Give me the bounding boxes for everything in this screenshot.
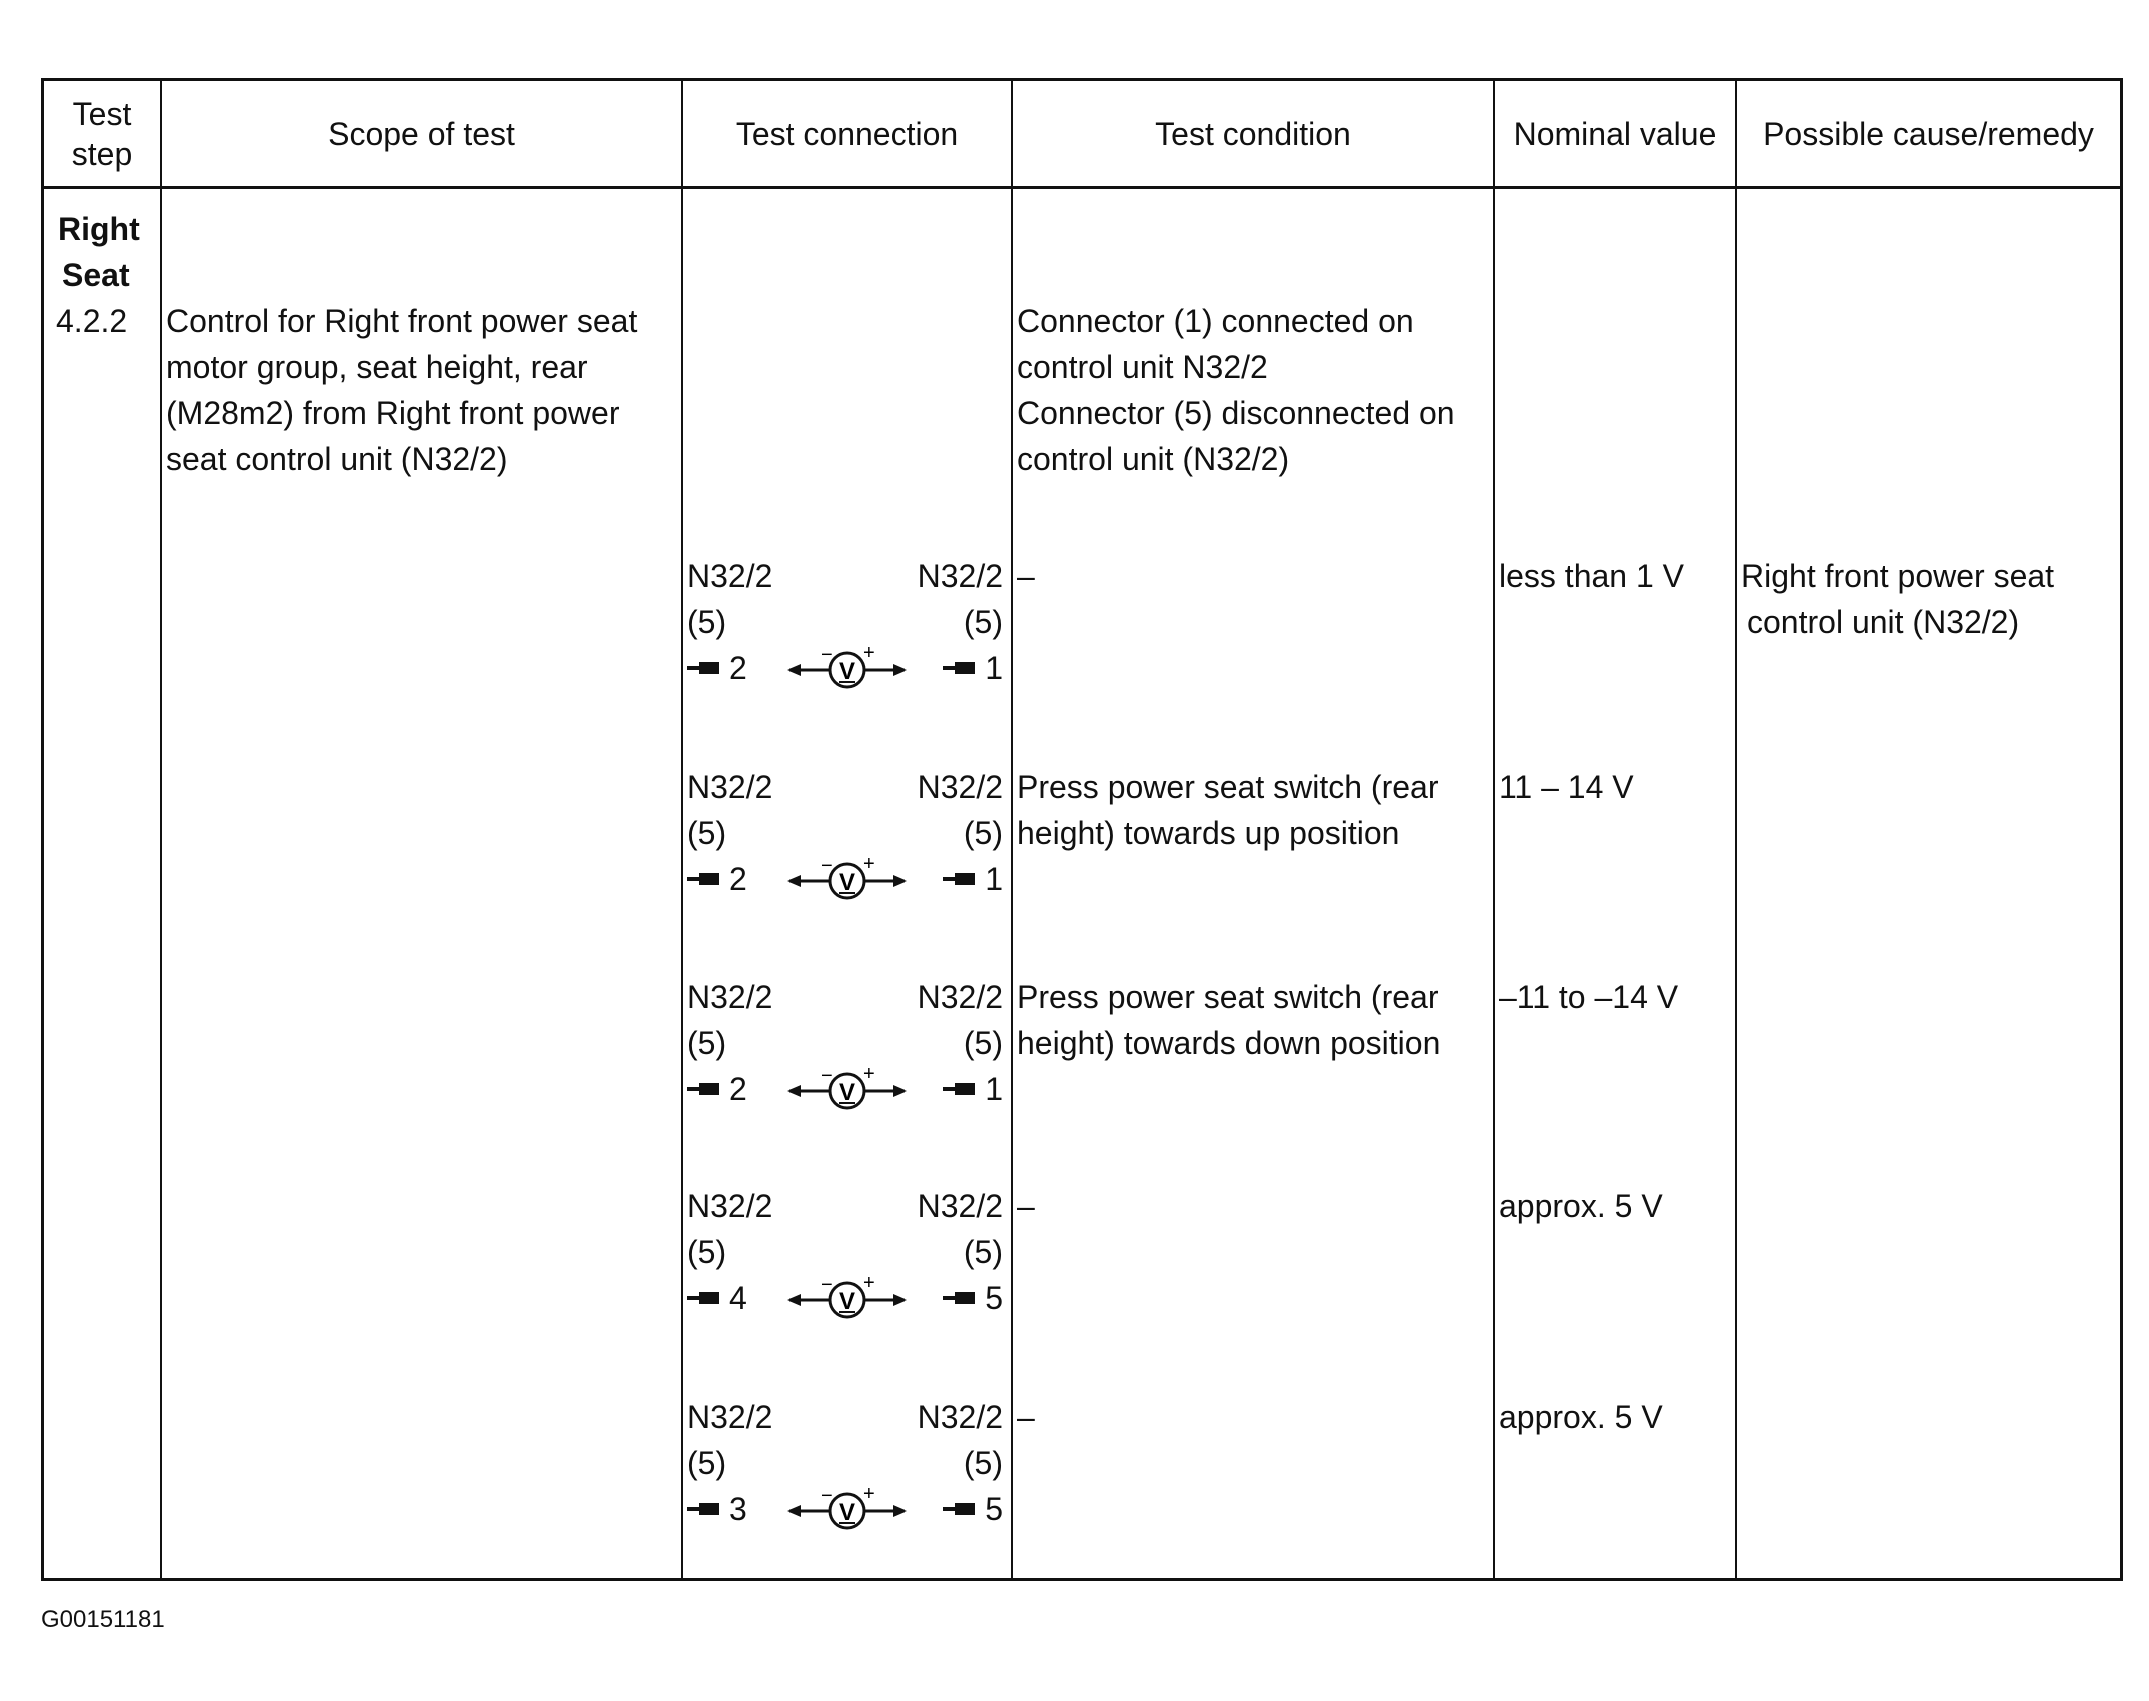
voltmeter-icon [785,1066,909,1112]
plug-icon [943,1507,975,1511]
right-pin [943,1275,1003,1321]
right-unit-label: N32/2 [917,1399,1003,1435]
column-divider [681,81,683,1578]
right-pin [943,645,1003,691]
right-pin [943,856,1003,902]
test-connection-diagram [687,974,1003,1114]
nominal-value: –11 to –14 V [1499,979,1679,1015]
section-title-line1: Right [58,211,140,247]
right-connector-label: (5) [963,604,1003,640]
meter-minus: − [821,1486,833,1507]
left-pin [687,856,747,902]
test-connection-diagram [687,1183,1003,1323]
meter-minus: − [821,1275,833,1296]
plug-icon [687,1296,719,1300]
nominal-value: approx. 5 V [1499,1399,1663,1435]
voltmeter-icon [785,1486,909,1532]
left-connector-label: (5) [687,1234,727,1270]
left-pin [687,1066,747,1112]
test-condition-line: – [1017,1399,1035,1435]
test-connection-diagram [687,1394,1003,1534]
section-title-line2: Seat [62,257,130,293]
meter-label: V [838,1288,856,1315]
right-pin-number: 1 [985,650,1003,686]
test-condition-line: – [1017,558,1035,594]
remedy-line: control unit (N32/2) [1747,604,2020,640]
header-divider [44,186,2120,189]
meter-plus: + [863,856,875,875]
plug-icon [943,877,975,881]
test-step-number: 4.2.2 [56,303,128,339]
header-remedy: Possible cause/remedy [1763,115,2094,152]
voltmeter-icon [785,645,909,691]
voltmeter-icon [785,856,909,902]
header-test-step [44,81,160,186]
left-unit-label: N32/2 [687,558,773,594]
right-pin-number: 1 [985,1071,1003,1107]
test-condition-line: – [1017,1188,1035,1224]
right-connector-label: (5) [963,1445,1003,1481]
right-connector-label: (5) [963,1234,1003,1270]
nominal-value: approx. 5 V [1499,1188,1663,1224]
left-pin-number: 2 [729,1071,747,1107]
left-pin [687,1486,747,1532]
meter-minus: − [821,645,833,666]
meter-label: V [838,658,856,685]
column-divider [1493,81,1495,1578]
test-connection-diagram [687,764,1003,904]
right-pin [943,1486,1003,1532]
right-pin-number: 1 [985,861,1003,897]
test-table [41,78,2123,1581]
plug-icon [943,1087,975,1091]
meter-label: V [838,1079,856,1106]
column-divider [160,81,162,1578]
remedy-line: Right front power seat [1741,558,2055,594]
left-unit-label: N32/2 [687,1399,773,1435]
left-pin-number: 2 [729,861,747,897]
nominal-value: 11 – 14 V [1499,769,1634,805]
scope-line: motor group, seat height, rear [166,349,588,385]
figure-id: G00151181 [41,1606,165,1633]
left-connector-label: (5) [687,1445,727,1481]
column-divider [1011,81,1013,1578]
meter-minus: − [821,856,833,877]
header-condition: Test condition [1155,115,1351,152]
right-pin [943,1066,1003,1112]
scope-line: (M28m2) from Right front power [166,395,620,431]
intro-condition-line: control unit (N32/2) [1017,441,1290,477]
header-scope: Scope of test [328,115,515,152]
header-connection: Test connection [735,115,959,152]
intro-condition-line: Connector (1) connected on [1017,303,1414,339]
plug-icon [687,1087,719,1091]
test-condition-line: height) towards up position [1017,815,1400,851]
left-unit-label: N32/2 [687,1188,773,1224]
right-unit-label: N32/2 [917,1188,1003,1224]
right-pin-number: 5 [985,1280,1003,1316]
plug-icon [687,1507,719,1511]
left-pin-number: 3 [729,1491,747,1527]
left-connector-label: (5) [687,815,727,851]
meter-label: V [838,1499,856,1526]
right-connector-label: (5) [963,1025,1003,1061]
voltmeter-icon [785,1275,909,1321]
test-connection-diagram [687,553,1003,693]
right-unit-label: N32/2 [917,558,1003,594]
meter-minus: − [821,1066,833,1087]
column-divider [1735,81,1737,1578]
test-condition-line: height) towards down position [1017,1025,1441,1061]
nominal-value: less than 1 V [1499,558,1684,594]
right-unit-label: N32/2 [917,979,1003,1015]
header-test-step-line2: step [71,135,133,172]
plug-icon [943,1296,975,1300]
left-unit-label: N32/2 [687,769,773,805]
plug-icon [687,666,719,670]
left-pin-number: 2 [729,650,747,686]
meter-plus: + [863,1066,875,1085]
test-condition-line: Press power seat switch (rear [1017,979,1439,1015]
header-nominal: Nominal value [1513,115,1717,152]
left-pin [687,645,747,691]
scope-line: seat control unit (N32/2) [166,441,508,477]
intro-condition-line: Connector (5) disconnected on [1017,395,1455,431]
right-unit-label: N32/2 [917,769,1003,805]
intro-condition-line: control unit N32/2 [1017,349,1268,385]
meter-plus: + [863,645,875,664]
test-condition-line: Press power seat switch (rear [1017,769,1439,805]
left-pin-number: 4 [729,1280,747,1316]
plug-icon [687,877,719,881]
left-unit-label: N32/2 [687,979,773,1015]
meter-plus: + [863,1275,875,1294]
left-pin [687,1275,747,1321]
header-test-step-line1: Test [72,95,132,132]
left-connector-label: (5) [687,1025,727,1061]
right-pin-number: 5 [985,1491,1003,1527]
left-connector-label: (5) [687,604,727,640]
meter-plus: + [863,1486,875,1505]
meter-label: V [838,869,856,896]
right-connector-label: (5) [963,815,1003,851]
plug-icon [943,666,975,670]
scope-line: Control for Right front power seat [166,303,638,339]
